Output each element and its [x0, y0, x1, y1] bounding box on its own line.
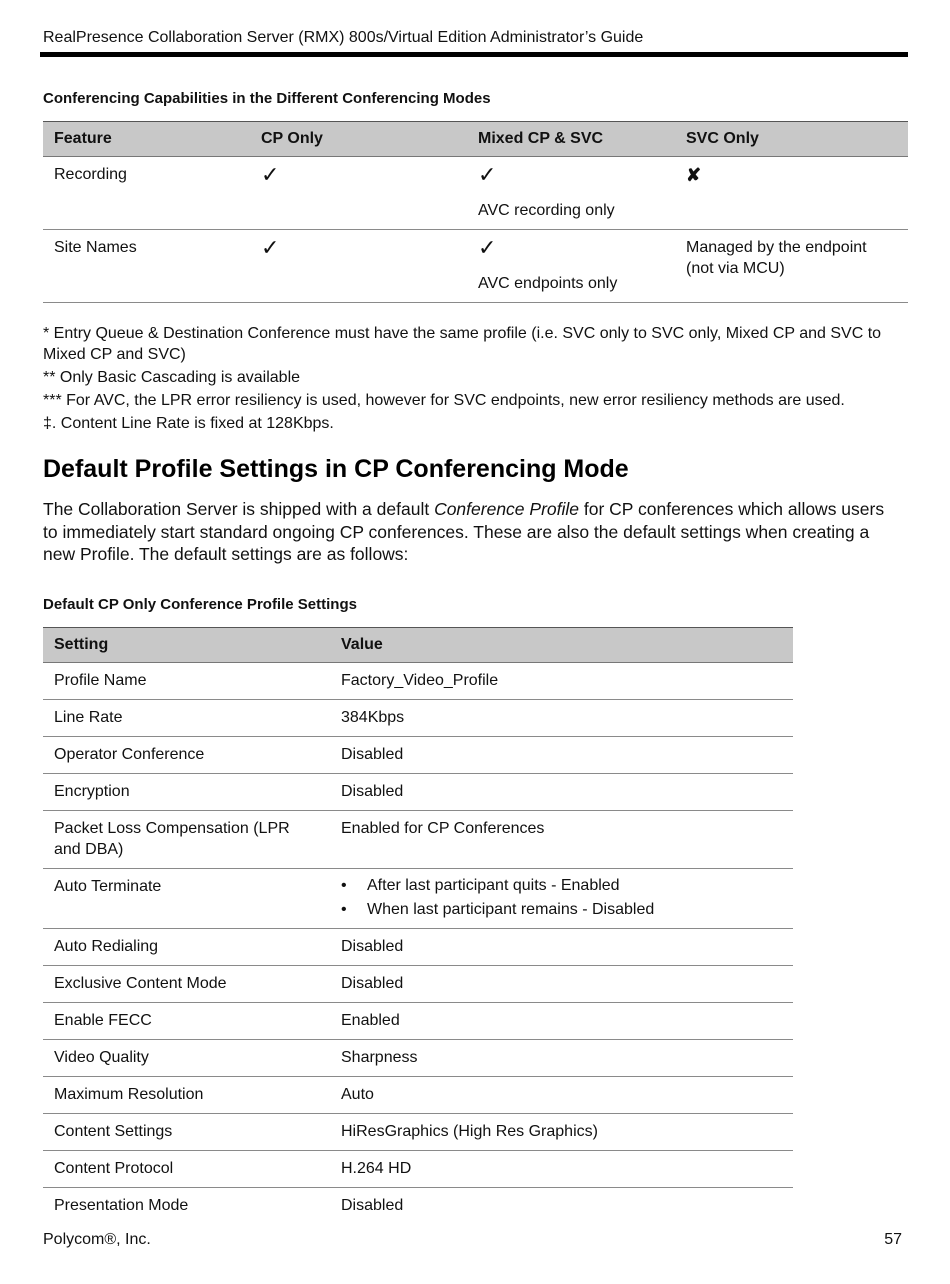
column-header: Value: [330, 628, 793, 663]
table-row: [43, 869, 793, 929]
footer-page-number: 57: [884, 1231, 902, 1248]
value-cell: Disabled: [330, 774, 793, 811]
setting-cell: Content Settings: [43, 1114, 330, 1151]
table-row: [43, 1003, 793, 1040]
value-cell: Sharpness: [330, 1040, 793, 1077]
checkmark-icon: ✓: [261, 235, 280, 260]
table-header-row: [43, 122, 908, 157]
value-cell: HiResGraphics (High Res Graphics): [330, 1114, 793, 1151]
svc-cell: Managed by the endpoint (not via MCU): [675, 230, 908, 303]
defaults-table-caption: Default CP Only Conference Profile Settings: [43, 596, 357, 613]
header-rule: [40, 52, 908, 57]
setting-cell: Auto Redialing: [43, 929, 330, 966]
footnotes: [43, 323, 905, 436]
caps-table-caption: Conferencing Capabilities in the Different Conferencing Modes: [43, 90, 491, 107]
table-row: [43, 230, 908, 303]
footnote: ‡. Content Line Rate is fixed at 128Kbps.: [43, 415, 334, 432]
setting-cell: Packet Loss Compensation (LPR and DBA): [43, 811, 330, 869]
footer-company: Polycom®, Inc.: [43, 1231, 151, 1248]
column-header: Setting: [43, 628, 330, 663]
column-header: CP Only: [250, 122, 467, 157]
checkmark-icon: ✓: [478, 162, 497, 187]
table-row: [43, 1114, 793, 1151]
intro-text: The Collaboration Server is shipped with a default: [43, 499, 435, 519]
setting-cell: Video Quality: [43, 1040, 330, 1077]
checkmark-icon: ✓: [478, 235, 497, 260]
value-cell: 384Kbps: [330, 700, 793, 737]
setting-cell: Profile Name: [43, 663, 330, 700]
value-cell: Enabled: [330, 1003, 793, 1040]
value-cell: Disabled: [330, 737, 793, 774]
value-cell: H.264 HD: [330, 1151, 793, 1188]
setting-cell: Line Rate: [43, 700, 330, 737]
table-row: [43, 663, 793, 700]
footnote: *** For AVC, the LPR error resiliency is used, however for SVC endpoints, new error resiliency methods are used.: [43, 392, 845, 409]
default-settings-table: [43, 627, 793, 1224]
feature-cell: Site Names: [43, 230, 250, 303]
table-row: [43, 1040, 793, 1077]
setting-cell: Content Protocol: [43, 1151, 330, 1188]
value-cell: Disabled: [341, 1197, 404, 1214]
svc-cell: [675, 157, 908, 230]
capabilities-table: [43, 121, 908, 303]
setting-cell: Encryption: [43, 774, 330, 811]
value-cell: Disabled: [330, 966, 793, 1003]
table-row: [43, 966, 793, 1003]
mixed-cell: [467, 157, 675, 230]
table-header-row: [43, 628, 793, 663]
bullet-item: • When last participant remains - Disabled: [341, 898, 782, 922]
setting-cell: Auto Terminate: [43, 869, 330, 929]
table-row: [43, 929, 793, 966]
mixed-note: AVC endpoints only: [478, 275, 618, 292]
value-cell: Factory_Video_Profile: [330, 663, 793, 700]
setting-cell: Maximum Resolution: [43, 1077, 330, 1114]
table-row: [43, 157, 908, 230]
section-heading: Default Profile Settings in CP Conferencing Mode: [43, 455, 629, 483]
intro-emphasis: Conference Profile: [434, 499, 580, 519]
table-row: [43, 700, 793, 737]
intro-paragraph: [43, 498, 903, 566]
value-cell: [330, 869, 793, 929]
setting-cell: Enable FECC: [43, 1003, 330, 1040]
intro-text: for CP conferences which allows users to immediately start standard ongoing CP conferences. These are also the default settings when creating a new Profile. The default settings are as follows:: [43, 499, 885, 564]
cross-icon: ✘: [686, 165, 702, 185]
mixed-note: AVC recording only: [478, 202, 615, 219]
cp-cell: [250, 230, 467, 303]
setting-cell: Operator Conference: [43, 737, 330, 774]
value-cell: Disabled: [330, 929, 793, 966]
mixed-cell: [467, 230, 675, 303]
table-row: [43, 811, 793, 869]
column-header: Feature: [43, 122, 250, 157]
table-row: [43, 1077, 793, 1114]
cp-cell: [250, 157, 467, 230]
table-row: [43, 1188, 793, 1225]
value-cell: Enabled for CP Conferences: [330, 811, 793, 869]
bullet-list: [341, 874, 782, 922]
table-row: [43, 1151, 793, 1188]
value-cell: Auto: [330, 1077, 793, 1114]
column-header: SVC Only: [675, 122, 908, 157]
setting-cell: Presentation Mode: [54, 1197, 189, 1214]
feature-cell: Recording: [43, 157, 250, 230]
footnote: * Entry Queue & Destination Conference must have the same profile (i.e. SVC only to SVC only, Mixed CP and SVC to Mixed CP and SVC): [43, 325, 882, 363]
column-header: Mixed CP & SVC: [467, 122, 675, 157]
table-row: [43, 774, 793, 811]
footnote: ** Only Basic Cascading is available: [43, 369, 301, 386]
checkmark-icon: ✓: [261, 162, 280, 187]
header-title: RealPresence Collaboration Server (RMX) 800s/Virtual Edition Administrator’s Guide: [43, 29, 644, 46]
setting-cell: Exclusive Content Mode: [43, 966, 330, 1003]
bullet-item: • After last participant quits - Enabled: [341, 874, 782, 898]
table-row: [43, 737, 793, 774]
